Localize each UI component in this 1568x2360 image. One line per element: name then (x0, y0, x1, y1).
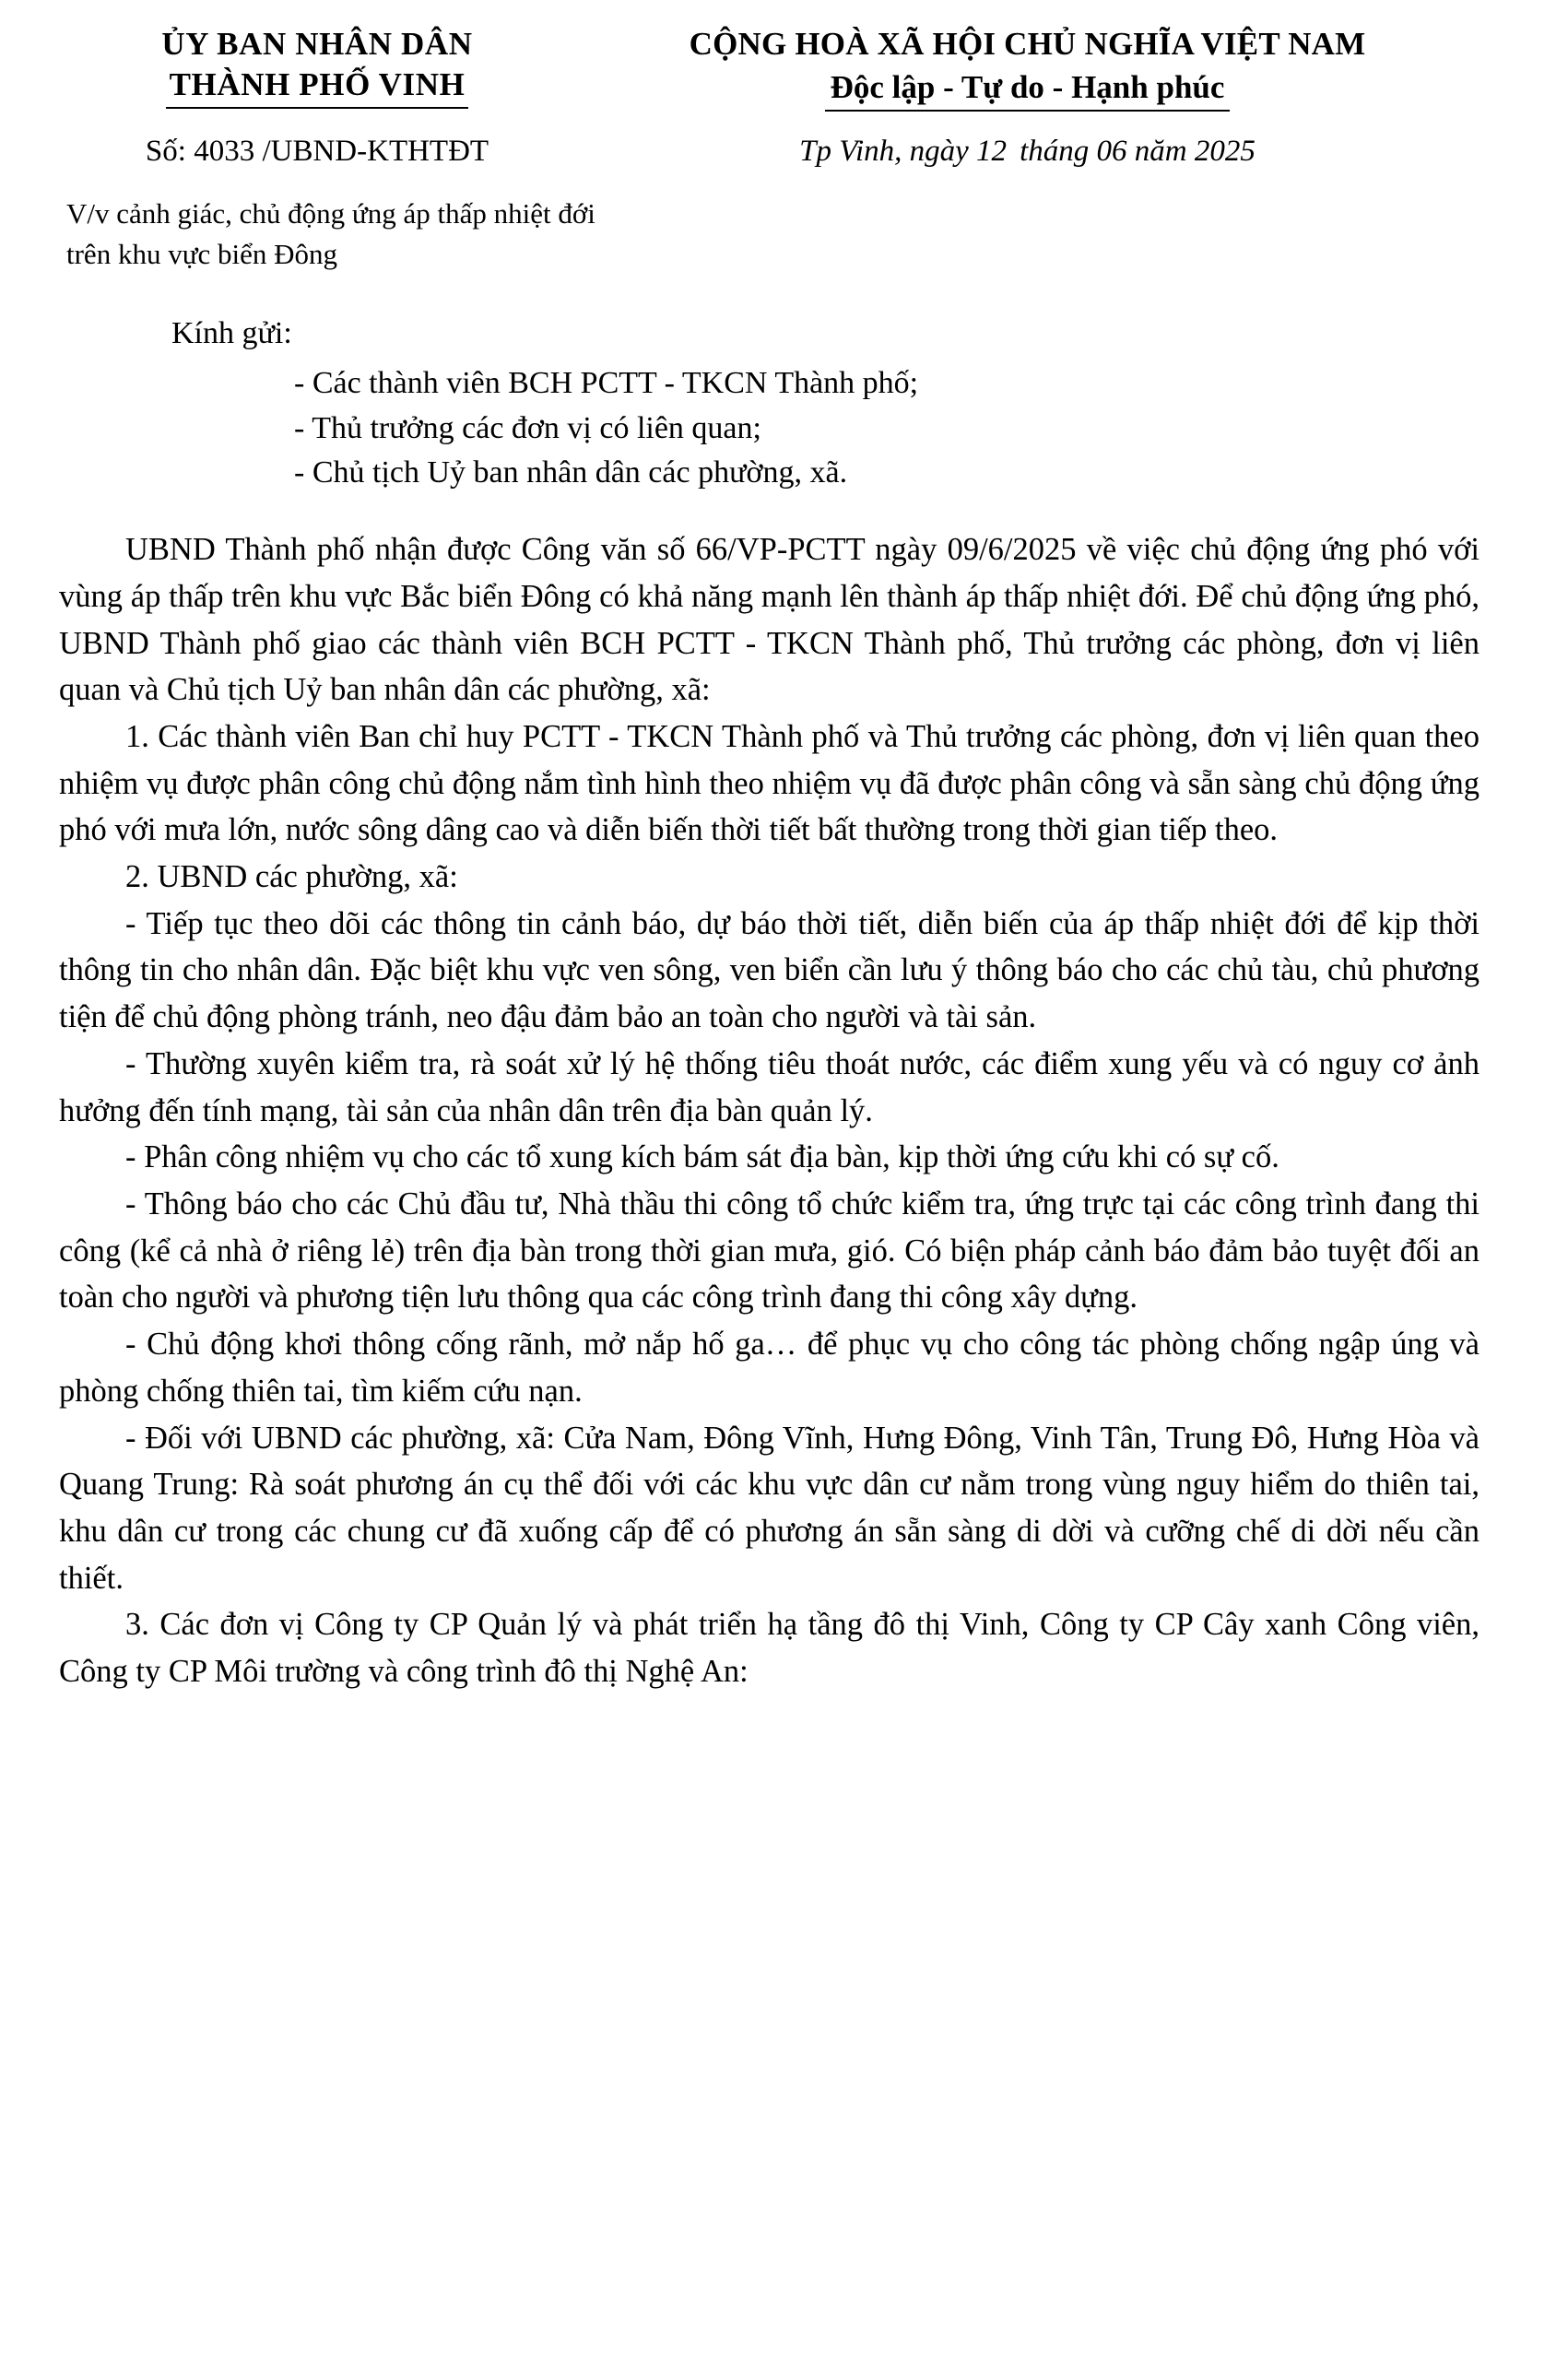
document-body (59, 526, 1480, 1695)
body-paragraph: - Đối với UBND các phường, xã: Cửa Nam, Đông Vĩnh, Hưng Đông, Vinh Tân, Trung Đô, Hưng Hòa và Quang Trung: Rà soát phương án cụ thể đối với các khu vực dân cư nằm trong vùng nguy hiểm do thiên tai, khu dân cư trong các chung cư đã xuống cấp để có phương án sẵn sàng di dời và cưỡng chế di dời nếu cần thiết. (59, 1420, 1480, 1596)
national-heading-block (575, 24, 1480, 112)
list-item: - Thủ trưởng các đơn vị có liên quan; (294, 410, 761, 445)
document-date-place-day: Tp Vinh, ngày 12 (799, 135, 1008, 169)
body-paragraph: - Chủ động khơi thông cống rãnh, mở nắp hố ga… để phục vụ cho công tác phòng chống ngập úng và phòng chống thiên tai, tìm kiếm cứu nạn. (59, 1327, 1480, 1409)
issuing-authority-line1: ỦY BAN NHÂN DÂN (161, 26, 473, 62)
document-subject: V/v cảnh giác, chủ động ứng áp thấp nhiệt đới trên khu vực biển Đông (66, 197, 595, 271)
recipients-list (59, 361, 1480, 495)
body-paragraph: UBND Thành phố nhận được Công văn số 66/VP-PCTT ngày 09/6/2025 về việc chủ động ứng phó với vùng áp thấp trên khu vực Bắc biển Đông có khả năng mạnh lên thành áp thấp nhiệt đới. Để chủ động ứng phó, UBND Thành phố giao các thành viên BCH PCTT - TKCN Thành phố, Thủ trưởng các phòng, đơn vị liên quan và Chủ tịch Uỷ ban nhân dân các phường, xã: (59, 532, 1480, 708)
document-date (575, 132, 1480, 171)
list-item: - Chủ tịch Uỷ ban nhân dân các phường, xã. (294, 454, 848, 490)
list-item: - Các thành viên BCH PCTT - TKCN Thành phố; (294, 366, 919, 401)
national-motto: Độc lập - Tự do - Hạnh phúc (825, 66, 1231, 112)
issuing-authority-line2: THÀNH PHỐ VINH (166, 65, 469, 109)
body-paragraph: 2. UBND các phường, xã: (125, 859, 458, 895)
body-paragraph: - Thường xuyên kiểm tra, rà soát xử lý hệ thống tiêu thoát nước, các điểm xung yếu và có nguy cơ ảnh hưởng đến tính mạng, tài sản của nhân dân trên địa bàn quản lý. (59, 1045, 1480, 1128)
national-name: CỘNG HOÀ XÃ HỘI CHỦ NGHĨA VIỆT NAM (689, 26, 1366, 62)
recipients-label: Kính gửi: (171, 316, 292, 351)
body-paragraph: 3. Các đơn vị Công ty CP Quản lý và phát triển hạ tầng đô thị Vinh, Công ty CP Cây xanh Công viên, Công ty CP Môi trường và công trình đô thị Nghệ An: (59, 1607, 1480, 1690)
body-paragraph: - Tiếp tục theo dõi các thông tin cảnh báo, dự báo thời tiết, diễn biến của áp thấp nhiệt đới để kịp thời thông tin cho nhân dân. Đặc biệt khu vực ven sông, ven biển cần lưu ý thông báo cho các chủ tàu, chủ phương tiện để chủ động phòng tránh, neo đậu đảm bảo an toàn cho người và tài sản. (59, 905, 1480, 1035)
document-date-month-year: tháng 06 năm 2025 (1020, 135, 1256, 169)
body-paragraph: - Phân công nhiệm vụ cho các tổ xung kích bám sát địa bàn, kịp thời ứng cứu khi có sự cố. (125, 1139, 1279, 1175)
document-subheader (59, 132, 1480, 171)
document-header (59, 24, 1480, 112)
issuing-authority-block (59, 24, 575, 109)
body-paragraph: - Thông báo cho các Chủ đầu tư, Nhà thầu thi công tổ chức kiểm tra, ứng trực tại các công trình đang thi công (kể cả nhà ở riêng lẻ) trên địa bàn trong thời gian mưa, gió. Có biện pháp cảnh báo đảm bảo tuyệt đối an toàn cho người và phương tiện lưu thông qua các công trình đang thi công xây dựng. (59, 1186, 1480, 1316)
body-paragraph: 1. Các thành viên Ban chỉ huy PCTT - TKCN Thành phố và Thủ trưởng các phòng, đơn vị liên quan theo nhiệm vụ được phân công chủ động nắm tình hình theo nhiệm vụ đã được phân công và sẵn sàng chủ động ứng phó với mưa lớn, nước sông dâng cao và diễn biến thời tiết bất thường trong thời gian tiếp theo. (59, 718, 1480, 848)
document-number: Số: 4033 /UBND-KTHTĐT (145, 135, 489, 169)
